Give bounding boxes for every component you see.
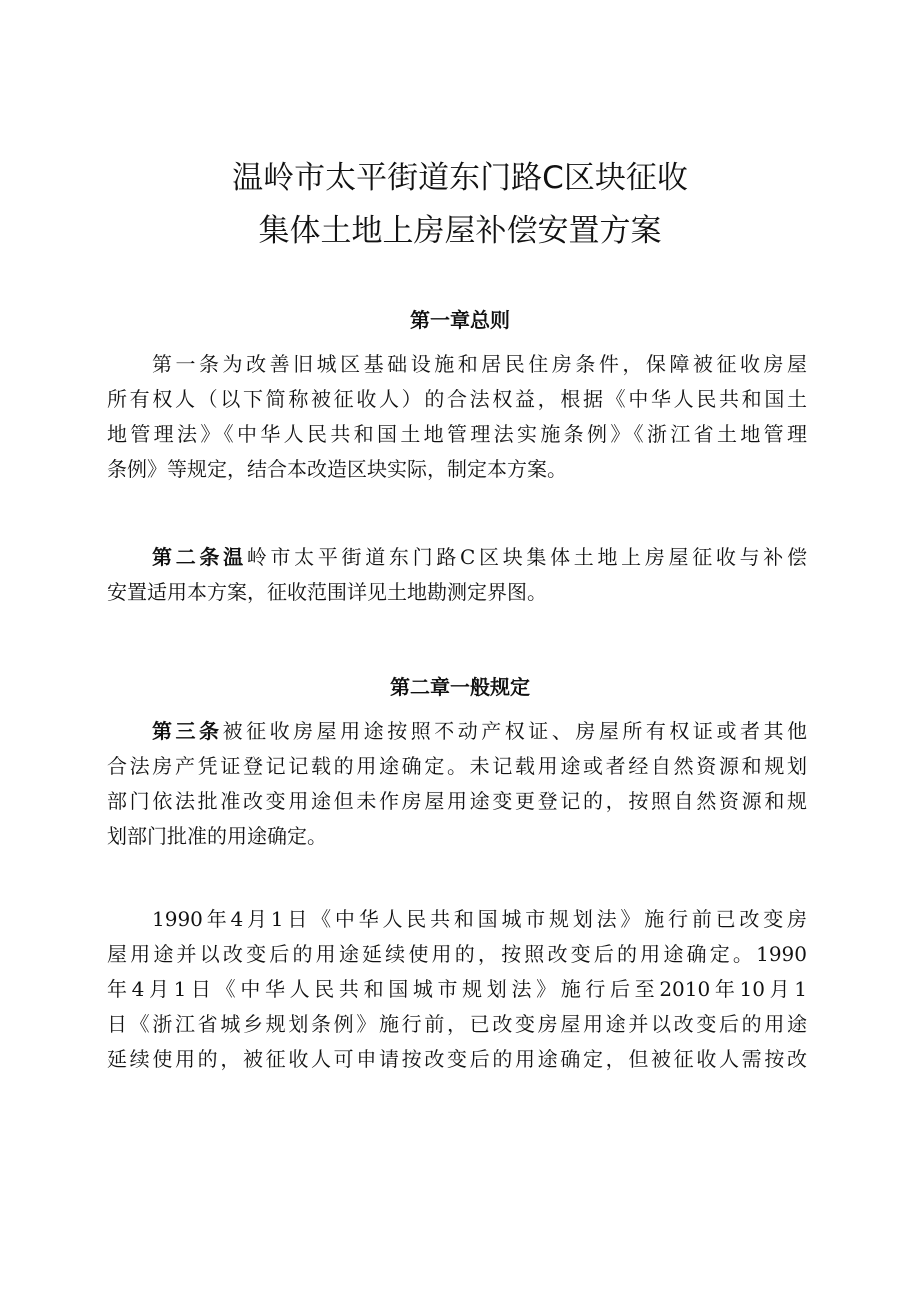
document-title-line-2: 集体土地上房屋补偿安置方案 [258,213,662,249]
article-1-line: 第一条为改善旧城区基础设施和居民住房条件，保障被征收房屋 [152,352,807,376]
article-3-line: 合法房产凭证登记记载的用途确定。未记载用途或者经自然资源和规划 [107,754,807,778]
article-2-line: 安置适用本方案，征收范围详见土地勘测定界图。 [107,580,547,604]
article-1-line: 条例》等规定，结合本改造区块实际，制定本方案。 [107,457,567,481]
paragraph-line: 延续使用的，被征收人可申请按改变后的用途确定，但被征收人需按改 [107,1047,807,1071]
article-1 [107,347,807,487]
article-1-line: 地管理法》《中华人民共和国土地管理法实施条例》《浙江省土地管理 [107,422,807,446]
chapter-1-heading: 第一章总则 [410,308,510,332]
article-2 [107,540,807,610]
article-2-first-line [107,540,807,575]
article-2-text: 岭市太平街道东门路C区块集体土地上房屋征收与补偿 [246,545,808,569]
document-title-line-1: 温岭市太平街道东门路C区块征收 [232,160,688,196]
chapter-2-heading: 第二章一般规定 [390,675,530,699]
article-3-first-line [107,714,807,749]
paragraph-line: 屋用途并以改变后的用途延续使用的，按照改变后的用途确定。1990 [107,942,807,966]
article-3-line: 划部门批准的用途确定。 [107,824,327,848]
paragraph-line: 1990年4月1日《中华人民共和国城市规划法》施行前已改变房 [152,907,807,931]
paragraph-line: 日《浙江省城乡规划条例》施行前，已改变房屋用途并以改变后的用途 [107,1012,807,1036]
article-3-text: 被征收房屋用途按照不动产权证、房屋所有权证或者其他 [222,719,808,743]
article-3-line: 部门依法批准改变用途但未作房屋用途变更登记的，按照自然资源和规 [107,789,807,813]
article-1-line: 所有权人（以下简称被征收人）的合法权益，根据《中华人民共和国土 [107,387,807,411]
article-3-number: 第三条 [152,719,223,743]
article-3 [107,714,807,854]
paragraph-line: 年4月1日《中华人民共和国城市规划法》施行后至2010年10月1 [107,977,807,1001]
article-3-paragraph-2 [107,902,807,1077]
article-2-number: 第二条温 [152,545,247,569]
